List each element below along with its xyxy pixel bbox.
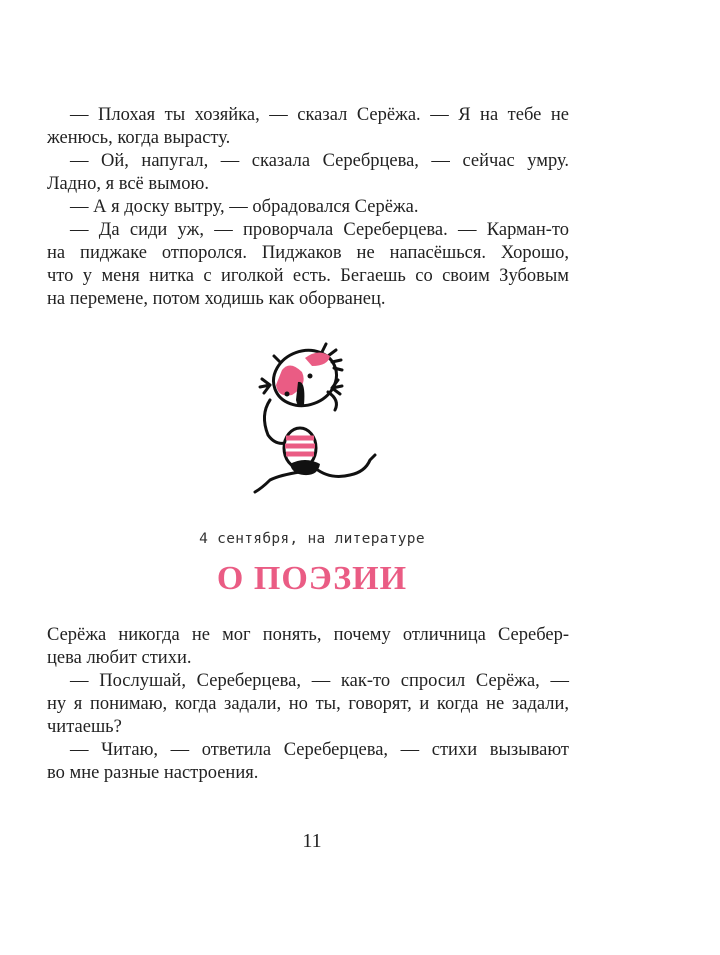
running-boy-illustration bbox=[240, 340, 385, 505]
text-line: читаешь? bbox=[47, 717, 122, 737]
text-line: во мне разные настроения. bbox=[47, 763, 259, 783]
chapter-paragraphs bbox=[47, 624, 569, 785]
page-number: 11 bbox=[302, 830, 322, 852]
text-line: — Да сиди уж, — проворчала Сереберцева. — Карман-то bbox=[70, 220, 569, 240]
text-line: на перемене, потом ходишь как оборванец. bbox=[47, 289, 386, 309]
text-line: Серёжа никогда не мог понять, почему отличница Серебер- bbox=[47, 625, 569, 645]
text-line: — Ой, напугал, — сказала Серебрцева, — сейчас умру. bbox=[70, 151, 569, 171]
text-line: что у меня нитка с иголкой есть. Бегаешь со своим Зубовым bbox=[47, 266, 569, 286]
dialogue-paragraphs bbox=[47, 104, 569, 311]
chapter-title: О ПОЭЗИИ bbox=[216, 560, 408, 597]
text-line: — Плохая ты хозяйка, — сказал Серёжа. — Я на тебе не bbox=[70, 105, 569, 125]
text-line: — А я доску вытру, — обрадовался Серёжа. bbox=[70, 197, 419, 217]
text-line: — Послушай, Сереберцева, — как-то спросил Серёжа, — bbox=[70, 671, 569, 691]
text-line: цева любит стихи. bbox=[47, 648, 192, 668]
text-line: Ладно, я всё вымою. bbox=[47, 174, 209, 194]
text-line: женюсь, когда вырасту. bbox=[47, 128, 231, 148]
text-line: — Читаю, — ответила Сереберцева, — стихи вызывают bbox=[70, 740, 569, 760]
chapter-date-subtitle: 4 сентября, на литературе bbox=[199, 531, 425, 547]
text-line: ну я понимаю, когда задали, но ты, говорят, и когда не задали, bbox=[47, 694, 569, 714]
text-line: на пиджаке отпоролся. Пиджаков не напасёшься. Хорошо, bbox=[47, 243, 569, 263]
